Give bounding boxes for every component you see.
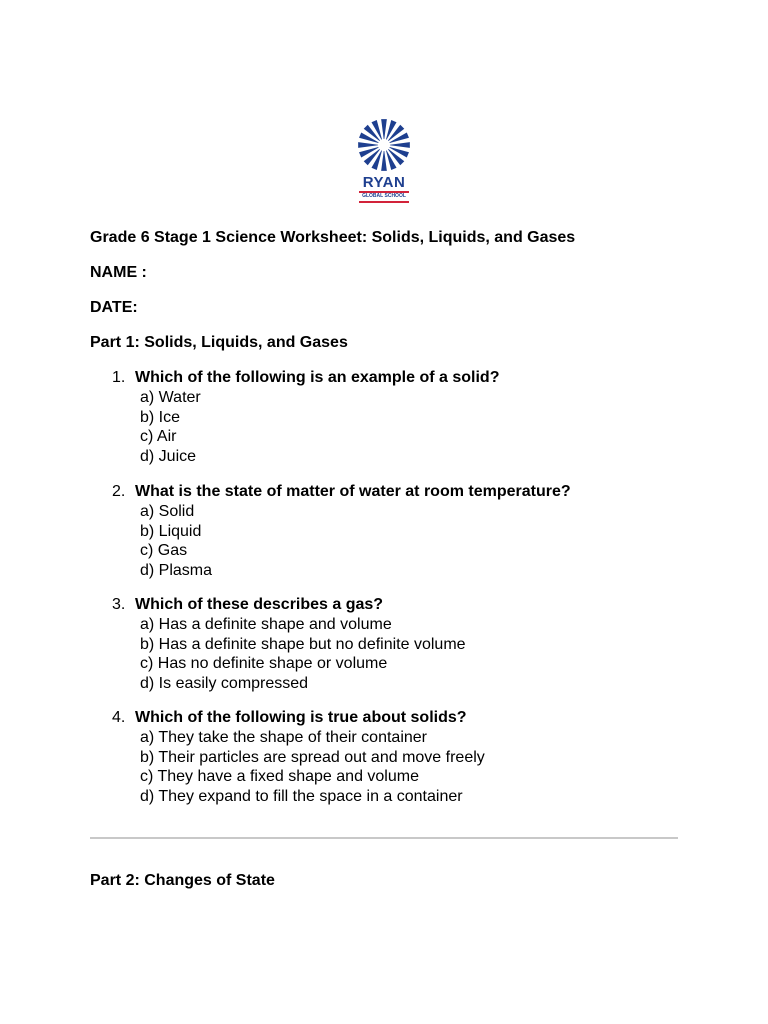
logo-rule-bottom: [359, 201, 409, 203]
option-a: a) Water: [140, 389, 201, 406]
option-c: c) Has no definite shape or volume: [140, 655, 388, 673]
question-number: 1.: [112, 369, 126, 386]
question-number: 3.: [112, 596, 126, 613]
part2-heading: Part 2: Changes of State: [90, 872, 275, 889]
option-c: c) Air: [140, 428, 177, 446]
option-d: d) Plasma: [140, 561, 213, 579]
question-2: [112, 482, 571, 580]
sunburst-ray: [381, 119, 387, 139]
question-text: Which of the following is true about solids?: [135, 709, 467, 726]
section-divider: [90, 837, 678, 839]
sunburst-ray: [358, 142, 378, 148]
question-1: [112, 368, 499, 466]
question-number: 2.: [112, 483, 126, 500]
option-a: a) Solid: [140, 503, 195, 520]
part1-heading: Part 1: Solids, Liquids, and Gases: [90, 334, 348, 351]
sunburst-ray: [390, 142, 410, 148]
school-logo: [354, 117, 414, 209]
option-d: d) Is easily compressed: [140, 674, 309, 692]
sunburst-ray: [381, 151, 387, 171]
logo-name: RYAN: [362, 174, 406, 191]
worksheet-title: Grade 6 Stage 1 Science Worksheet: Solids, Liquids, and Gases: [90, 229, 576, 246]
question-text: Which of these describes a gas?: [135, 596, 384, 613]
option-d: d) Juice: [140, 447, 197, 465]
question-text: Which of the following is an example of a solid?: [135, 369, 500, 386]
question-text: What is the state of matter of water at room temperature?: [135, 483, 571, 500]
option-c: c) Gas: [140, 542, 188, 560]
question-number: 4.: [112, 709, 126, 726]
sunburst-icon: [354, 117, 414, 173]
option-d: d) They expand to fill the space in a container: [140, 787, 463, 805]
option-b: b) Has a definite shape but no definite volume: [140, 635, 466, 653]
option-b: b) Liquid: [140, 522, 202, 540]
name-label: NAME :: [90, 264, 147, 281]
question-3: [112, 595, 466, 693]
option-a: a) They take the shape of their container: [140, 729, 427, 746]
logo-subtitle: GLOBAL SCHOOL: [362, 193, 406, 199]
option-b: b) Their particles are spread out and move freely: [140, 748, 485, 766]
question-4: [112, 708, 485, 806]
option-c: c) They have a fixed shape and volume: [140, 768, 419, 786]
option-b: b) Ice: [140, 408, 181, 426]
date-label: DATE:: [90, 299, 138, 316]
option-a: a) Has a definite shape and volume: [140, 616, 392, 633]
